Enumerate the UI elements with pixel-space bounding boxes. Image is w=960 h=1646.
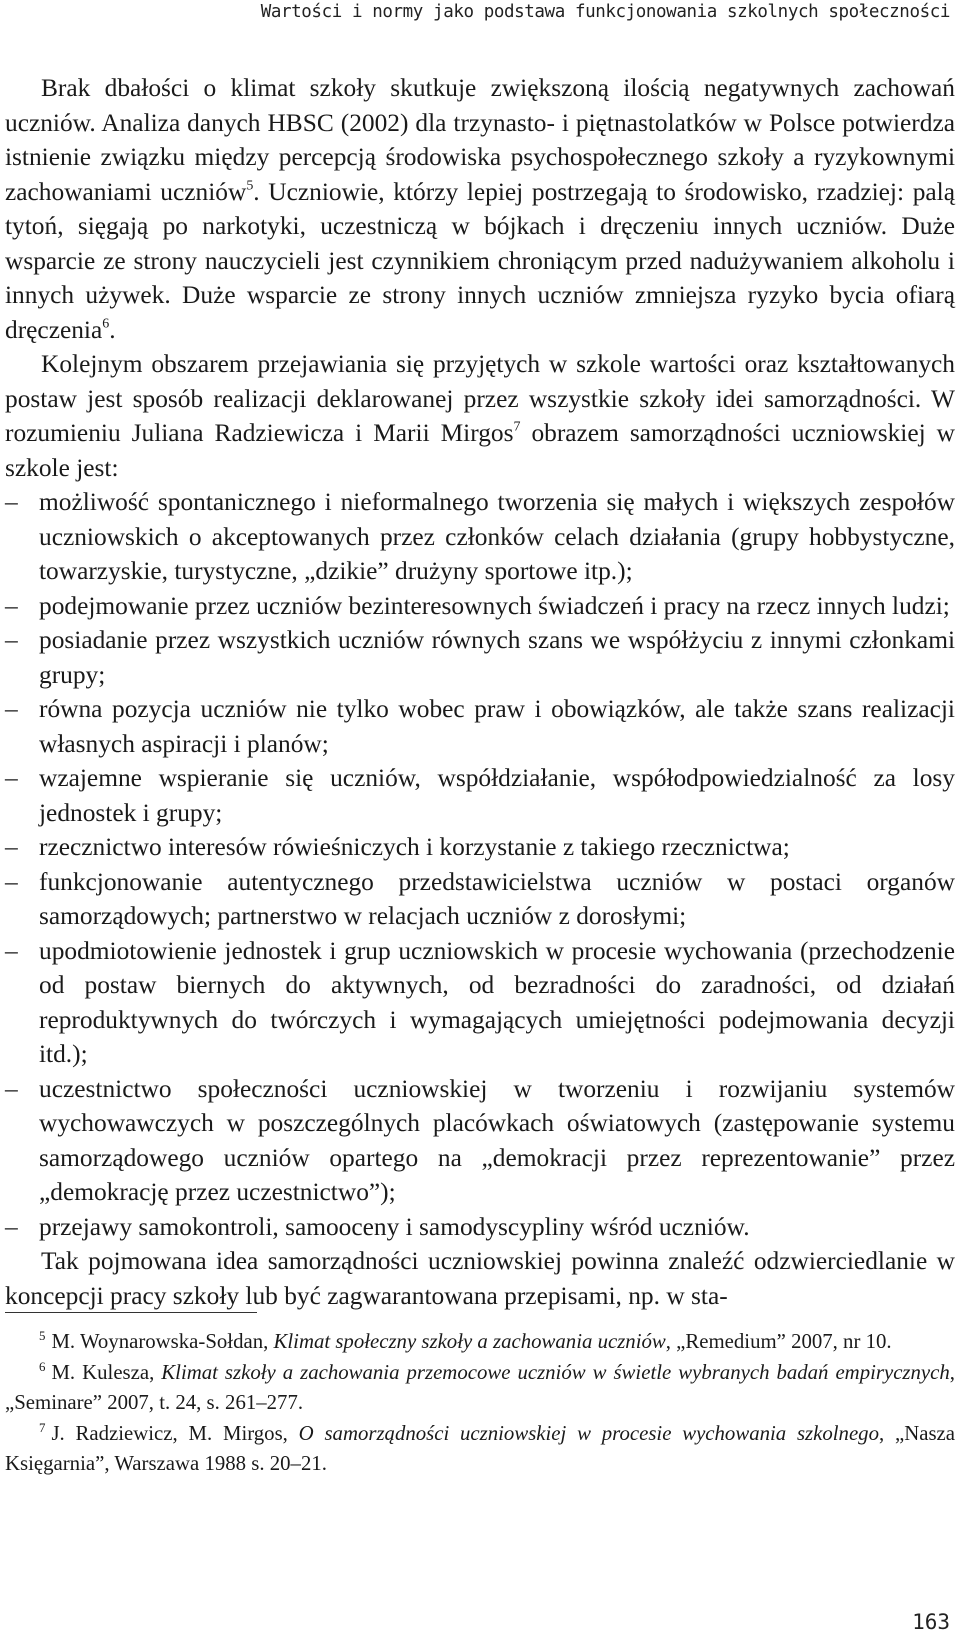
list-item: [5, 589, 955, 624]
dash-bullet: –: [5, 591, 18, 620]
footnote-ref[interactable]: 6: [102, 316, 110, 332]
footnote-source: , „Nasza Księgarnia”, Warszawa 1988 s. 20–21.: [5, 1421, 955, 1475]
list-item: [5, 761, 955, 830]
paragraph-text: .: [109, 315, 116, 344]
footnote-number: 6: [39, 1359, 46, 1374]
main-text: [5, 71, 955, 1313]
paragraph-climate: [5, 71, 955, 347]
running-header: Wartości i normy jako podstawa funkcjonowania szkolnych społeczności: [260, 2, 950, 22]
list-item: [5, 1072, 955, 1210]
dash-bullet: –: [5, 488, 18, 516]
list-item: [5, 623, 955, 692]
list-item-text: uczestnictwo społeczności uczniowskiej w tworzeniu i rozwijaniu systemów wychowawczych w poszczególnych placówkach oświatowych (zastępowanie systemu samorządowego uczniów opartego na „demokracji przez reprezentowanie” przez „demokrację przez uczestnictwo”);: [39, 1074, 955, 1206]
dash-bullet: –: [5, 626, 18, 654]
footnote-title: Klimat społeczny szkoły a zachowania uczniów: [273, 1330, 666, 1353]
list-item: [5, 485, 955, 589]
paragraph-self-government: [5, 347, 955, 485]
footnote-separator: [5, 1312, 257, 1313]
list-item-text: posiadanie przez wszystkich uczniów równych szans we współżyciu z innymi członkami grupy;: [39, 626, 955, 689]
dash-bullet: –: [5, 764, 18, 792]
footnote-ref[interactable]: 5: [246, 178, 254, 194]
footnote-6: [5, 1358, 955, 1419]
dash-bullet: –: [5, 833, 18, 861]
dash-bullet: –: [5, 867, 18, 896]
footnote-author: J. Radziewicz, M. Mirgos,: [51, 1421, 299, 1445]
footnote-ref[interactable]: 7: [513, 419, 521, 435]
list-item: [5, 830, 955, 865]
footnote-number: 5: [39, 1329, 46, 1344]
list-item: [5, 934, 955, 1072]
dash-bullet: –: [5, 695, 18, 723]
list-item-text: rzecznictwo interesów rówieśniczych i korzystanie z takiego rzecznictwa;: [39, 833, 790, 861]
dash-bullet: –: [5, 936, 18, 965]
footnote-number: 7: [39, 1420, 46, 1435]
footnote-5: [5, 1327, 955, 1358]
list-item-text: możliwość spontanicznego i nieformalnego tworzenia się małych i większych zespołów uczniowskich o akceptowanych przez członków celach działania (grupy hobbystyczne, towarzyskie, turystyczne, „dzikie” drużyny sportowe itp.);: [39, 488, 955, 585]
footnote-source: , „Remedium” 2007, nr 10.: [665, 1330, 892, 1353]
paragraph-text: . Uczniowie, którzy lepiej postrzegają to środowisko, rzadziej: palą tytoń, sięgają po narkotyki, uczestniczą w bójkach i dręczeniu innych uczniów. Duże wsparcie ze strony nauczycieli jest czynnikiem chroniącym przed nadużywaniem alkoholu i innych używek. Duże wsparcie ze strony innych uczniów zmniejsza ryzyko bycia ofiarą dręczenia: [5, 177, 955, 344]
paragraph-text: Brak dbałości o klimat szkoły skutkuje zwiększoną ilością negatywnych zachowań uczniów. Analiza danych HBSC (2002) dla trzynasto- i piętnastolatków w Polsce potwierdza istnienie związku między percepcją środowiska psychospołecznego szkoły a ryzykownymi zachowaniami uczniów: [5, 74, 955, 206]
footnote-author: M. Kulesza,: [51, 1360, 162, 1384]
list-item-text: wzajemne wspieranie się uczniów, współdziałanie, współodpowiedzialność za losy jednostek i grupy;: [39, 764, 955, 827]
list-item: [5, 1210, 955, 1245]
dash-bullet: –: [5, 1212, 18, 1241]
page-number: 163: [912, 1610, 950, 1634]
list-item-text: funkcjonowanie autentycznego przedstawicielstwa uczniów w postaci organów samorządowych; partnerstwo w relacjach uczniów z dorosłymi;: [39, 867, 955, 930]
list-item: [5, 692, 955, 761]
footnote-title: O samorządności uczniowskiej w procesie wychowania szkolnego: [298, 1421, 879, 1445]
dash-bullet: –: [5, 1074, 18, 1103]
footnotes: [5, 1327, 955, 1480]
list-item-text: równa pozycja uczniów nie tylko wobec praw i obowiązków, ale także szans realizacji własnych aspiracji i planów;: [39, 695, 955, 758]
footnote-title: Klimat szkoły a zachowania przemocowe uczniów w świetle wybranych badań empirycznych: [161, 1360, 950, 1384]
footnote-7: [5, 1419, 955, 1480]
paragraph-text: obrazem samorządności uczniowskiej w szkole jest:: [5, 419, 955, 482]
footnote-source: , „Seminare” 2007, t. 24, s. 261–277.: [5, 1360, 955, 1414]
list-item-text: upodmiotowienie jednostek i grup uczniowskich w procesie wychowania (przechodzenie od postaw biernych do aktywnych, od bezradności do zaradności, od działań reproduktywnych do twórczych i wymagających umiejętności podejmowania decyzji itd.);: [39, 936, 955, 1068]
list-item-text: podejmowanie przez uczniów bezinteresownych świadczeń i pracy na rzecz innych ludzi;: [39, 591, 950, 620]
paragraph-text: Kolejnym obszarem przejawiania się przyjętych w szkole wartości oraz kształtowanych postaw jest sposób realizacji deklarowanej przez wszystkie szkoły idei samorządności. W rozumieniu Juliana Radziewicza i Marii Mirgos: [5, 350, 955, 447]
paragraph-conclusion: Tak pojmowana idea samorządności uczniowskiej powinna znaleźć odzwierciedlanie w koncepcji pracy szkoły lub być zagwarantowana przepisami, np. w sta-: [5, 1247, 955, 1310]
self-government-list: [5, 485, 955, 1244]
list-item: [5, 865, 955, 934]
footnote-author: M. Woynarowska-Sołdan,: [51, 1330, 274, 1353]
list-item-text: przejawy samokontroli, samooceny i samodyscypliny wśród uczniów.: [39, 1212, 750, 1241]
